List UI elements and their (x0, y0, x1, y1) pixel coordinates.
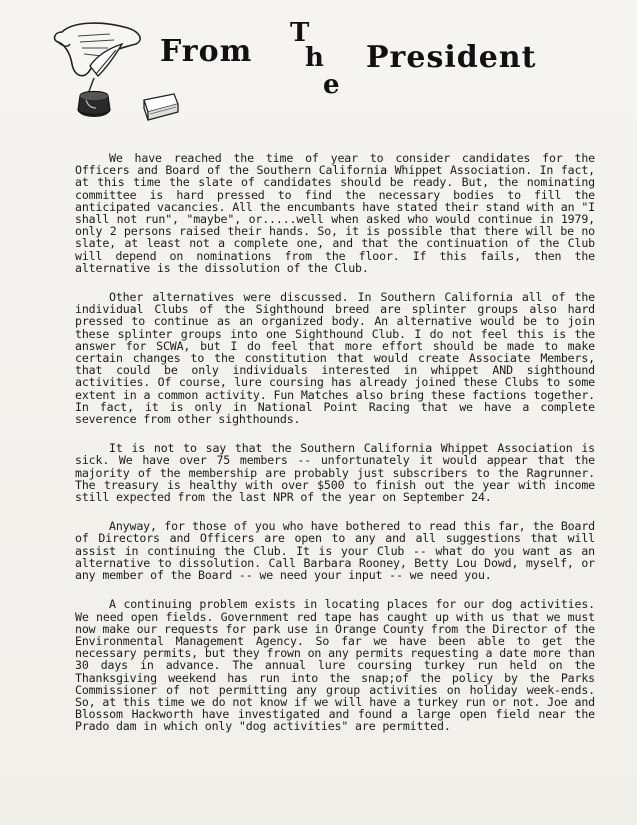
paragraph: A continuing problem exists in locating places for our dog activities. We need open fields. Government red tape has caught up with us that we must now make our requests for park use in Orange County from the Director of the Environmental Management Agency. So far we have been able to get the necessary permits, but they frown on any permits requesting a date more than 30 days in advance. The annual lure coursing turkey run held on the Thanksgiving weekend has run into the snap;of the policy by the Parks Commissioner of not permitting any group activities on holiday week-ends. So, at this time we do not know if we will have a turkey run or not. Joe and Blossom Hackworth have investigated and found a large open field near the Prado dam in which only "dog activities" are permitted. (75, 597, 595, 734)
paragraph: Other alternatives were discussed. In Southern California all of the individual Clubs of the Sighthound breed are splinter groups also hard pressed to continue as an organized body. An alternative would be to join these splinter groups into one Sighthound Club. I do not feel this is the answer for SCWA, but I do feel that more effort should be made to make certain changes to the constitution that would create Associate Members, that could be only individuals interested in whippet AND sighthound activities. Of course, lure coursing has already joined these Clubs to some extent in a common activity. Fun Matches also bring these factions together. In fact, it is only in National Point Racing that we have a complete severence from other sighthounds. (75, 290, 595, 427)
title-letter-e: e (323, 70, 341, 100)
paragraph: We have reached the time of year to consider candidates for the Officers and Board of the Southern California Whippet Association. In fact, at this time the slate of candidates should be ready. But, the nominating committee is hard pressed to find the necessary bodies to fill the anticipated vacancies. All the encumbants have stated their stand with an "I shall not run", "maybe", or.....well when asked who would continue in 1979, only 2 persons raised their hands. So, it is possible that there will be no slate, at least not a complete one, and that the continuation of the Club will depend on nominations from the floor. If this fails, then the alternative is the dissolution of the Club. (75, 151, 595, 275)
masthead (50, 18, 620, 128)
title-letter-h: h (305, 43, 325, 73)
title-letter-t: T (290, 18, 311, 48)
paragraph: Anyway, for those of you who have bothered to read this far, the Board of Directors and Officers are open to any and all suggestions that will assist in continuing the Club. It is your Club -- what do you want as an alternative to dissolution. Call Barbara Rooney, Betty Lou Dowd, myself, or any member of the Board -- we need your input -- we need you. (75, 519, 595, 583)
title-word-president: President (366, 40, 537, 75)
title-word-from: From (160, 34, 253, 69)
letter-body (75, 152, 595, 750)
paragraph: It is not to say that the Southern California Whippet Association is sick. We have over 75 members -- unfortunately it would appear that the majority of the membership are probably just subscribers to the Ragrunner. The treasury is healthy with over $500 to finish out the year with income still expected from the last NPR of the year on September 24. (75, 441, 595, 505)
